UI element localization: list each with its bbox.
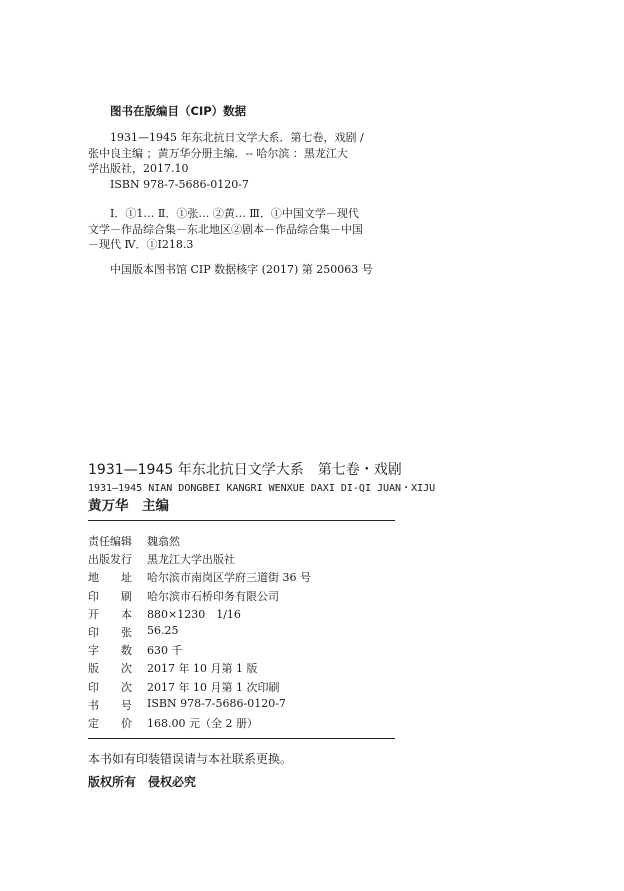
cip-line: 学出版社，2017.10 — [88, 162, 189, 175]
cip-classification — [88, 206, 428, 253]
cip-heading: 图书在版编目（CIP）数据 — [110, 104, 247, 118]
spec-label: 定 价 — [88, 716, 132, 730]
cip-isbn: ISBN 978-7-5686-0120-7 — [110, 177, 249, 191]
cip-main-entry — [88, 130, 428, 192]
spec-value: 魏翕然 — [147, 535, 180, 548]
book-title-pinyin: 1931—1945 NIAN DONGBEI KANGRI WENXUE DAXI DI-QI JUAN・XIJU — [88, 483, 436, 494]
cip-line: Ⅰ．①1… Ⅱ．①张… ②黄… Ⅲ．①中国文学－现代 — [110, 207, 359, 220]
spec-value: 630 千 — [147, 644, 183, 658]
divider-top — [88, 520, 395, 521]
book-title: 1931—1945 年东北抗日文学大系 第七卷・戏剧 — [88, 462, 402, 478]
spec-label: 出版发行 — [88, 553, 132, 567]
spec-value: 2017 年 10 月第 1 版 — [147, 662, 258, 676]
cip-record-number-block — [88, 262, 428, 278]
spec-label: 印 次 — [88, 680, 132, 694]
spec-value: 880×1230 1/16 — [147, 607, 241, 621]
spec-label: 版 次 — [88, 662, 132, 676]
copyright-notice — [88, 773, 196, 790]
spec-label: 书 号 — [88, 698, 132, 712]
spec-value: 168.00 元（全 2 册） — [147, 716, 258, 730]
spec-value: 2017 年 10 月第 1 次印刷 — [147, 680, 280, 694]
spec-label: 字 数 — [88, 644, 132, 658]
cip-line: 张中良主编 ；黄万华分册主编．-- 哈尔滨 ：黑龙江大 — [88, 146, 348, 160]
divider-bottom — [88, 738, 395, 739]
spec-value: 哈尔滨市南岗区学府三道街 36 号 — [147, 571, 311, 585]
spec-label: 地 址 — [88, 571, 132, 585]
spec-label: 印 刷 — [88, 589, 132, 603]
book-editor: 黄万华 主编 — [88, 498, 169, 514]
cip-line: －现代 Ⅳ．①I218.3 — [88, 238, 194, 251]
cip-record-number: 中国版本图书馆 CIP 数据核字 (2017) 第 250063 号 — [110, 263, 373, 276]
spec-label: 责任编辑 — [88, 535, 132, 548]
piracy-warning: 侵权必究 — [148, 775, 197, 789]
spec-value: 黑龙江大学出版社 — [147, 553, 235, 567]
rights-reserved: 版权所有 — [88, 775, 137, 789]
spec-label: 印 张 — [88, 625, 132, 639]
spec-value: ISBN 978-7-5686-0120-7 — [147, 696, 286, 710]
defect-notice: 本书如有印装错误请与本社联系更换。 — [88, 752, 293, 766]
cip-line: 文学－作品综合集－东北地区②剧本－作品综合集－中国 — [88, 222, 363, 236]
spec-value: 56.25 — [147, 623, 179, 637]
spec-label: 开 本 — [88, 607, 132, 621]
cip-line: 1931—1945 年东北抗日文学大系．第七卷，戏剧 / — [110, 131, 364, 144]
spec-value: 哈尔滨市石桥印务有限公司 — [147, 589, 279, 603]
